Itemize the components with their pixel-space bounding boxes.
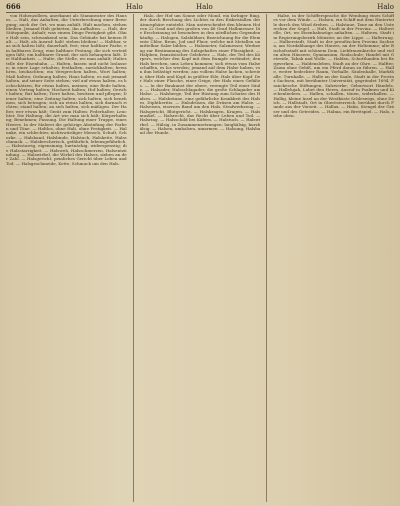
column-text: von Hohenzollern, anerkannt als Stammvater des Hauses. — Halt, das Anhalten, die Unterbrechung einer Bewegung; auch der Ort, wo man anhält. Halt machen, stehen bleiben. Jemand Halt gebieten, ihn aufhalten. — Halt, der Stützpunkt, Anhalt; was einem Dinge Festigkeit gibt. Ohne Halt sein, schwankend sein. Das Gebäude hat keinen Halt. — Halt, als Ausruf: halt! stehen bleiben! — Haltbar, was sich halten läßt; dauerhaft, fest; eine haltbare Farbe, ein haltbares Zeug; eine haltbare Festung, die sich verteidigen läßt; ein haltbarer Grund, der sich behaupten läßt. Die Haltbarkeit. — Halte, die Stelle, wo man anhält; Haltestelle der Eisenbahn. — Halten, fassen und nicht loslassen; in einer Lage erhalten; festhalten, zurückhalten; bewahren, beobachten; ein Versprechen halten, Wort halten; Maß halten; Ordnung halten; Haus halten; es mit jemand halten, auf seiner Seite stehen; viel auf etwas halten, es hochschätzen; für etwas halten, meinen; eine Rede halten, einen Vortrag halten; Hochzeit halten; Hof halten; Gericht halten; Rat halten; Tiere halten, besitzen und pflegen; Diener halten; eine Zeitung halten; sich halten, sich benehmen, sich betragen; sich an etwas halten, sich darnach richten; stand halten; an sich halten, sich mäßigen. Der Halter, wer etwas hält; Gerät zum Halten: Federhalter, Leuchter. Die Haltung, die Art wie man sich hält; Körperhaltung; Benehmen; Fassung. Die Haltung einer Truppe, eines Heeres. In der Malerei die gehörige Abstufung der Farben und Töne. — Haltlos, ohne Halt, ohne Festigkeit. — Halunke, ein schlechter, nichtswürdiger Mensch, Schuft, Schurke. — Halsband, Halsbinde, Halstuch, Halskette, Halsschmuck. — Halsbrecherisch, gefährlich, lebensgefährlich. — Halsstarrig, eigensinnig, hartnäckig, widerspenstig; die Halsstarrigkeit. — Halsweh, Halsschmerzen, Halsentzündung. — Halswirbel, die Wirbel des Halses, sieben an der Zahl. — Halsgericht, peinliches Gericht über Leben und Tod. — Halsgeschmeide, Kette, Schmuck um den Hals. — [6, 14, 127, 166]
header-center-word: Halo — [196, 3, 213, 11]
column-divider — [266, 14, 267, 502]
header-rule — [6, 12, 394, 13]
column-divider — [133, 14, 134, 502]
text-column-middle — [140, 14, 261, 502]
column-text: Halo, der Hof um Sonne oder Mond, ein farbiger Ring, der durch Brechung des Lichtes in den Eiskristallen der Atmosphäre entsteht. Man unterscheidet den kleinen Hof von 22 Grad und den großen von 46 Grad Halbmesser. Die Erscheinung ist besonders in den nördlichen Gegenden häufig. — Halogen, Salzbildner, Bezeichnung für die Elemente Chlor, Brom, Jod und Fluor, welche mit Metallen unmittelbar Salze bilden. — Halometer, Salzmesser, Werkzeug zur Bestimmung des Salzgehaltes einer Flüssigkeit. — Halphen, französischer Gelehrter. — Hals, der Teil des Körpers, welcher den Kopf mit dem Rumpfe verbindet; den Hals brechen, ums Leben kommen; sich etwas vom Halse schaffen, es los werden; jemand auf dem Halse haben, von ihm belästigt werden; aus vollem Halse lachen, schreien; über Hals und Kopf, in größter Eile; Hals über Kopf. Der Hals einer Flasche, einer Geige; der Hals eines Gefäßes. — In der Baukunst der obere, verengte Teil einer Säule. — Halsader, Halsschlagader, die große Schlagader am Halse. — Halsberge, Teil der Rüstung zum Schutze des Halses. — Halsbräune, eine gefährliche Krankheit des Halses, Diphtheritis. — Halsdrüsen, die Drüsen am Halse. — Halseisen, eisernes Band um den Hals, Strafwerkzeug. — Halsgericht, Blutgericht. — Halskragen, Kragen. — Halsmuskel. — Halsrecht, das Recht über Leben und Tod. — Halsring. — Halsschild bei Käfern. — Halstuch. — Halswirbel. — Hälsig, in Zusammensetzungen: langhälsig, kurzhälsig. — Halsen, umhalsen, umarmen. — Halsung, Halsband der Hunde. — [139, 14, 261, 136]
page-header — [6, 2, 394, 12]
text-columns — [6, 14, 394, 502]
text-column-right — [273, 14, 394, 502]
page-number: 666 — [6, 2, 21, 11]
column-text: Halse, in der Schiffersprache die Wendung eines Schiffes vor dem Winde. — Halsen, ein Schiff mit dem Hinterteile durch den Wind drehen. — Halstaue, Taue an den Unterecken der Segel. — Halt, Stadt in der Provinz. — Haltestelle, Ort, wo Eisenbahnzüge anhalten. — Haltern, Stadt im Regierungsbezirk Münster, an der Lippe. — Halterung. — Halberstadt, Stadt in der preußischen Provinz Sachsen, am Nordabhange des Harzes, an der Holtemme; alte Bischofsstadt mit schönem Dom, Liebfrauenkirche und vielen alten Häusern; Gymnasium, Realschule; Handel mit Getreide, Tabak und Wolle. — Halden, Schutthaufen bei Bergwerken. — Haldensleben, Stadt an der Ohre. — Halfter, Zaum ohne Gebiß, um ein Pferd daran zu führen. — Halle, weiter bedeckter Raum, Vorhalle, Säulenhalle, Markthalle, Turnhalle. — Halle an der Saale, Stadt in der Provinz Sachsen, mit berühmter Universität, gegründet 1694, Franckesche Stiftungen, Salzwerke; Geburtsort Händels. — Hallelujah, Lobet den Herrn, Ausruf in Psalmen und Kirchenliedern. — Hallen, schallen, tönen, widerhallen. — Hallig, kleine Insel an der Westküste Schleswigs, ohne Deich. — Hallstadt, Ort in Oberösterreich, berühmt durch Funde aus der Vorzeit. — Hallux. — Halm, Stengel der Gräser und des Getreides. — Halma, ein Brettspiel. — Halo, siehe oben. — [273, 14, 395, 118]
header-right-word: Halo — [377, 3, 394, 11]
text-column-left — [6, 14, 127, 502]
header-left-word: Halo — [126, 3, 143, 11]
